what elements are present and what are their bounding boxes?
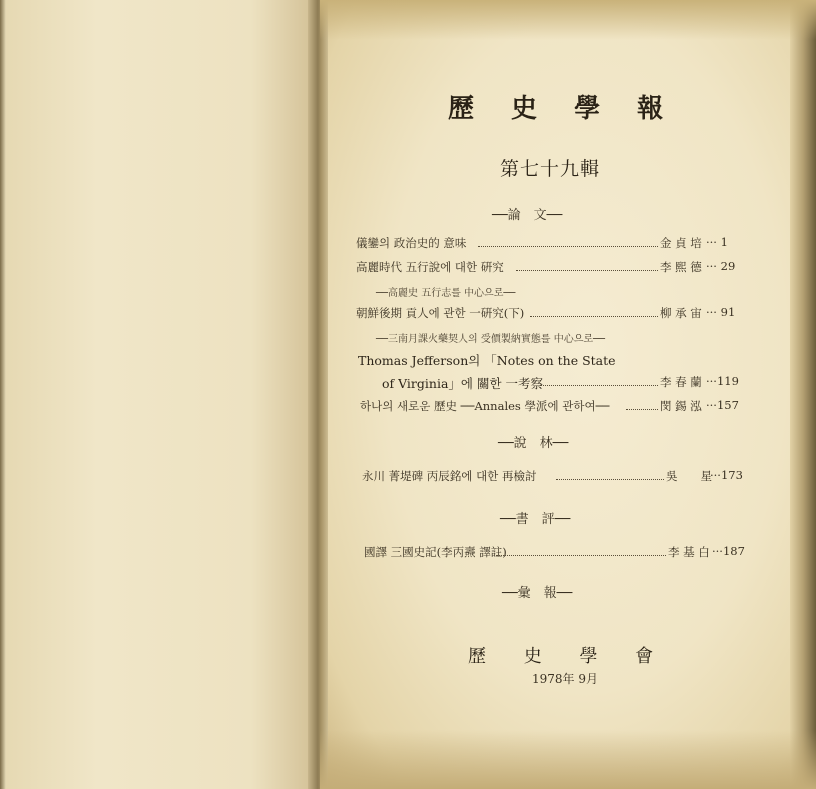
article-page: 157 bbox=[716, 398, 739, 412]
volume-number: 第七十九輯 bbox=[500, 158, 601, 180]
article-subtitle: ──高麗史 五行志를 中心으로── bbox=[376, 288, 516, 299]
leader-dots bbox=[496, 555, 666, 556]
article-page: 119 bbox=[716, 374, 739, 388]
publisher-name: 歷 史 學 會 bbox=[468, 646, 670, 667]
article-page: 91 bbox=[720, 305, 736, 319]
article-title: 하나의 새로운 歷史 ──Annales 學派에 관하여── bbox=[360, 399, 610, 413]
essay-title: 永川 菁堤碑 丙辰銘에 대한 再檢討 bbox=[362, 469, 537, 483]
article-title: 朝鮮後期 貢人에 관한 一硏究(下) bbox=[356, 306, 525, 320]
review-title: 國譯 三國史記(李丙燾 譯註) bbox=[364, 545, 507, 559]
essay-page: 173 bbox=[720, 468, 743, 482]
table-of-contents: 歷 史 學 報 第七十九輯 ──論 文── 儀鑾의 政治史的 意味 金 貞 培 ··· 1 高麗時代 五行說에 대한 硏究 李 熙 德 ··· 29 ──高麗史 五行志를 中心으로── 朝鮮後期 貢人에 관한 一硏究(下) 柳 承 宙 ··· 91 ──三南月課火藥契人의 受價製納實態를 中心으로── Thomas Jefferson의 「Notes on the State of Virginia」에 關한 一考察 李 春 蘭 ···119 하나의 새로운 歷史 ──Annales 學派에 관하여── 閔 錫 泓 ···157 ──說 林── 永川 菁堤碑 丙辰銘에 대한 再檢討 吳 星 ···173 ──書 評── 國譯 三國史記(李丙燾 譯註) 李 基 白 ···187 ──彙 報── 歷 史 學 會 1978年 9月 bbox=[340, 0, 780, 789]
section-essays-heading: ──說 林── bbox=[498, 436, 569, 451]
leader-dots bbox=[556, 479, 664, 480]
page-edge bbox=[790, 0, 816, 789]
article-page: 29 bbox=[720, 259, 736, 273]
leader-dots bbox=[516, 270, 658, 271]
review-page: 187 bbox=[722, 544, 745, 558]
article-title-line2: of Virginia」에 關한 一考察 bbox=[382, 376, 544, 391]
article-page: 1 bbox=[720, 235, 728, 249]
article-title: 高麗時代 五行說에 대한 硏究 bbox=[356, 260, 504, 274]
review-author: 李 基 白 bbox=[668, 545, 710, 559]
essay-author: 吳 星 bbox=[666, 469, 712, 483]
leader-dots bbox=[540, 385, 658, 386]
leader-dots bbox=[626, 409, 658, 410]
article-author: 李 熙 德 bbox=[660, 260, 702, 274]
section-reviews-heading: ──書 評── bbox=[500, 512, 571, 527]
article-title: 儀鑾의 政治史的 意味 bbox=[356, 236, 467, 250]
leader-dots bbox=[478, 246, 658, 247]
publication-date: 1978年 9月 bbox=[532, 672, 598, 686]
article-author: 李 春 蘭 bbox=[660, 375, 702, 389]
article-author: 柳 承 宙 bbox=[660, 306, 702, 320]
leader-dots bbox=[530, 316, 658, 317]
article-title-line1: Thomas Jefferson의 「Notes on the State bbox=[358, 353, 616, 368]
article-author: 金 貞 培 bbox=[660, 236, 702, 250]
article-author: 閔 錫 泓 bbox=[660, 399, 702, 413]
section-news-heading: ──彙 報── bbox=[502, 586, 573, 601]
book-gutter bbox=[308, 0, 330, 789]
section-articles-heading: ──論 文── bbox=[492, 208, 563, 223]
journal-title: 歷 史 學 報 bbox=[448, 94, 678, 124]
left-blank-page bbox=[6, 0, 312, 789]
article-subtitle: ──三南月課火藥契人의 受價製納實態를 中心으로── bbox=[376, 334, 606, 345]
